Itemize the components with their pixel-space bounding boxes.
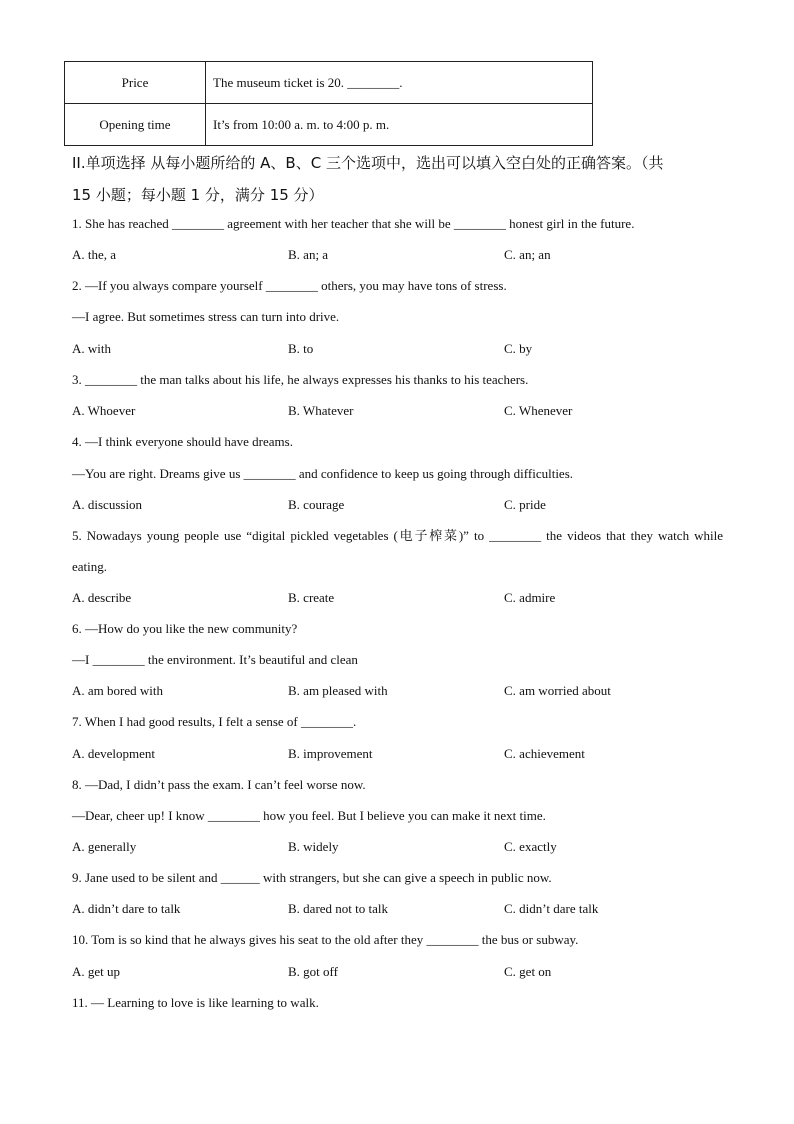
question-7-stem: 7. When I had good results, I felt a sense of ________.	[72, 714, 357, 729]
question-4-reply: —You are right. Dreams give us ________ and confidence to keep us going through difficulties.	[72, 466, 574, 481]
option-b: B. am pleased with	[288, 683, 388, 698]
option-c: C. an; an	[504, 247, 551, 262]
opening-time-value: It’s from 10:00 a. m. to 4:00 p. m.	[206, 104, 593, 146]
option-c: C. get on	[504, 964, 552, 979]
option-b: B. dared not to talk	[288, 901, 389, 916]
option-b: B. courage	[288, 497, 345, 512]
question-2-options	[72, 341, 732, 359]
question-11-stem: 11. — Learning to love is like learning to walk.	[72, 995, 319, 1010]
option-a: A. generally	[72, 839, 137, 854]
option-c: C. exactly	[504, 839, 557, 854]
question-6-stem: 6. —How do you like the new community?	[72, 621, 298, 636]
question-2-stem: 2. —If you always compare yourself ________ others, you may have tons of stress.	[72, 278, 507, 293]
option-a: A. Whoever	[72, 403, 136, 418]
question-6-reply: —I ________ the environment. It’s beautiful and clean	[72, 652, 358, 667]
question-3-options	[72, 403, 732, 421]
question-6-options	[72, 683, 732, 701]
option-a: A. development	[72, 746, 156, 761]
option-b: B. got off	[288, 964, 338, 979]
question-1-stem: 1. She has reached ________ agreement with her teacher that she will be ________ honest girl in the future.	[72, 216, 635, 231]
question-4-stem: 4. —I think everyone should have dreams.	[72, 434, 293, 449]
option-b: B. an; a	[288, 247, 329, 262]
option-b: B. to	[288, 341, 314, 356]
option-a: A. with	[72, 341, 111, 356]
question-2-reply: —I agree. But sometimes stress can turn into drive.	[72, 309, 340, 324]
section-heading-line2: 15 小题；每小题 1 分，满分 15 分）	[72, 186, 324, 204]
option-b: B. Whatever	[288, 403, 354, 418]
question-8-reply: —Dear, cheer up! I know ________ how you feel. But I believe you can make it next time.	[72, 808, 546, 823]
section-heading-line1: II.单项选择 从每小题所给的 A、B、C 三个选项中，选出可以填入空白处的正确答案。（共	[72, 154, 664, 172]
option-a: A. get up	[72, 964, 121, 979]
question-5-stem: 5. Nowadays young people use “digital pickled vegetables (电子榨菜)” to ________ the videos that they watch while eating.	[72, 528, 723, 574]
option-a: A. am bored with	[72, 683, 163, 698]
option-c: C. admire	[504, 590, 556, 605]
option-b: B. widely	[288, 839, 339, 854]
option-a: A. the, a	[72, 247, 117, 262]
price-label: Price	[65, 62, 206, 104]
option-c: C. pride	[504, 497, 546, 512]
question-7-options	[72, 746, 732, 764]
option-a: A. describe	[72, 590, 132, 605]
option-c: C. didn’t dare talk	[504, 901, 599, 916]
table-row	[65, 62, 593, 104]
question-9-stem: 9. Jane used to be silent and ______ with strangers, but she can give a speech in public now.	[72, 870, 552, 885]
table-row	[65, 104, 593, 146]
option-c: C. am worried about	[504, 683, 611, 698]
option-a: A. discussion	[72, 497, 143, 512]
option-a: A. didn’t dare to talk	[72, 901, 181, 916]
question-10-options	[72, 964, 732, 982]
opening-time-label: Opening time	[65, 104, 206, 146]
option-b: B. create	[288, 590, 335, 605]
question-8-stem: 8. —Dad, I didn’t pass the exam. I can’t feel worse now.	[72, 777, 366, 792]
option-c: C. achievement	[504, 746, 585, 761]
question-4-options	[72, 497, 732, 515]
question-10-stem: 10. Tom is so kind that he always gives his seat to the old after they ________ the bus or subway.	[72, 932, 579, 947]
option-c: C. by	[504, 341, 533, 356]
question-1-options	[72, 247, 732, 265]
question-8-options	[72, 839, 732, 857]
museum-info-table	[64, 61, 593, 146]
option-b: B. improvement	[288, 746, 373, 761]
question-5-options	[72, 590, 732, 608]
price-value: The museum ticket is 20. ________.	[206, 62, 593, 104]
question-3-stem: 3. ________ the man talks about his life, he always expresses his thanks to his teachers.	[72, 372, 529, 387]
option-c: C. Whenever	[504, 403, 573, 418]
question-9-options	[72, 901, 732, 919]
